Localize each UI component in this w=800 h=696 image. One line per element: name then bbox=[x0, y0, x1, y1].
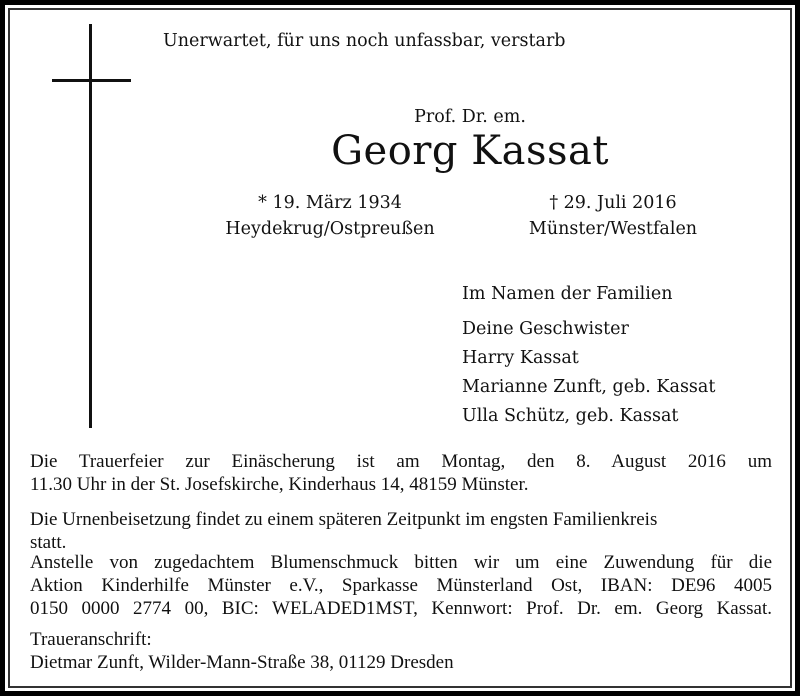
family-member: Deine Geschwister bbox=[462, 319, 629, 339]
family-member: Marianne Zunft, geb. Kassat bbox=[462, 377, 716, 397]
family-heading: Im Namen der Familien bbox=[462, 284, 673, 304]
intro-text: Unerwartet, für uns noch unfassbar, verstarb bbox=[163, 31, 566, 51]
birth-info bbox=[210, 190, 450, 242]
donation-line-2: Aktion Kinderhilfe Münster e.V., Sparkasse Münsterland Ost, IBAN: DE96 4005 bbox=[30, 575, 772, 596]
birth-place: Heydekrug/Ostpreußen bbox=[225, 219, 435, 239]
family-block bbox=[462, 283, 715, 431]
donation-line-1: Anstelle von zugedachtem Blumenschmuck bitten wir um eine Zuwendung für die bbox=[30, 552, 772, 573]
family-member: Harry Kassat bbox=[462, 348, 579, 368]
ceremony-paragraph bbox=[30, 450, 772, 496]
death-date: † 29. Juli 2016 bbox=[549, 193, 677, 213]
urn-line-2: statt. bbox=[30, 532, 67, 553]
donation-paragraph bbox=[30, 551, 772, 620]
academic-title: Prof. Dr. em. bbox=[414, 107, 526, 127]
cross-horizontal-bar bbox=[52, 79, 131, 82]
deceased-name: Georg Kassat bbox=[331, 128, 609, 174]
ceremony-line-2: 11.30 Uhr in der St. Josefskirche, Kinderhaus 14, 48159 Münster. bbox=[30, 474, 529, 495]
address-value: Dietmar Zunft, Wilder-Mann-Straße 38, 01129 Dresden bbox=[30, 652, 454, 673]
death-info bbox=[508, 190, 718, 242]
urn-line-1: Die Urnenbeisetzung findet zu einem späteren Zeitpunkt im engsten Familienkreis bbox=[30, 509, 658, 530]
cross-vertical-bar bbox=[89, 24, 92, 428]
urn-paragraph bbox=[30, 508, 772, 554]
death-place: Münster/Westfalen bbox=[528, 219, 698, 239]
address-label: Traueranschrift: bbox=[30, 629, 152, 650]
birth-date: * 19. März 1934 bbox=[258, 193, 402, 213]
address-paragraph bbox=[30, 628, 772, 674]
family-member: Ulla Schütz, geb. Kassat bbox=[462, 406, 679, 426]
donation-line-3: 0150 0000 2774 00, BIC: WELADED1MST, Kennwort: Prof. Dr. em. Georg Kassat. bbox=[30, 598, 772, 619]
ceremony-line-1: Die Trauerfeier zur Einäscherung ist am Montag, den 8. August 2016 um bbox=[30, 451, 772, 472]
